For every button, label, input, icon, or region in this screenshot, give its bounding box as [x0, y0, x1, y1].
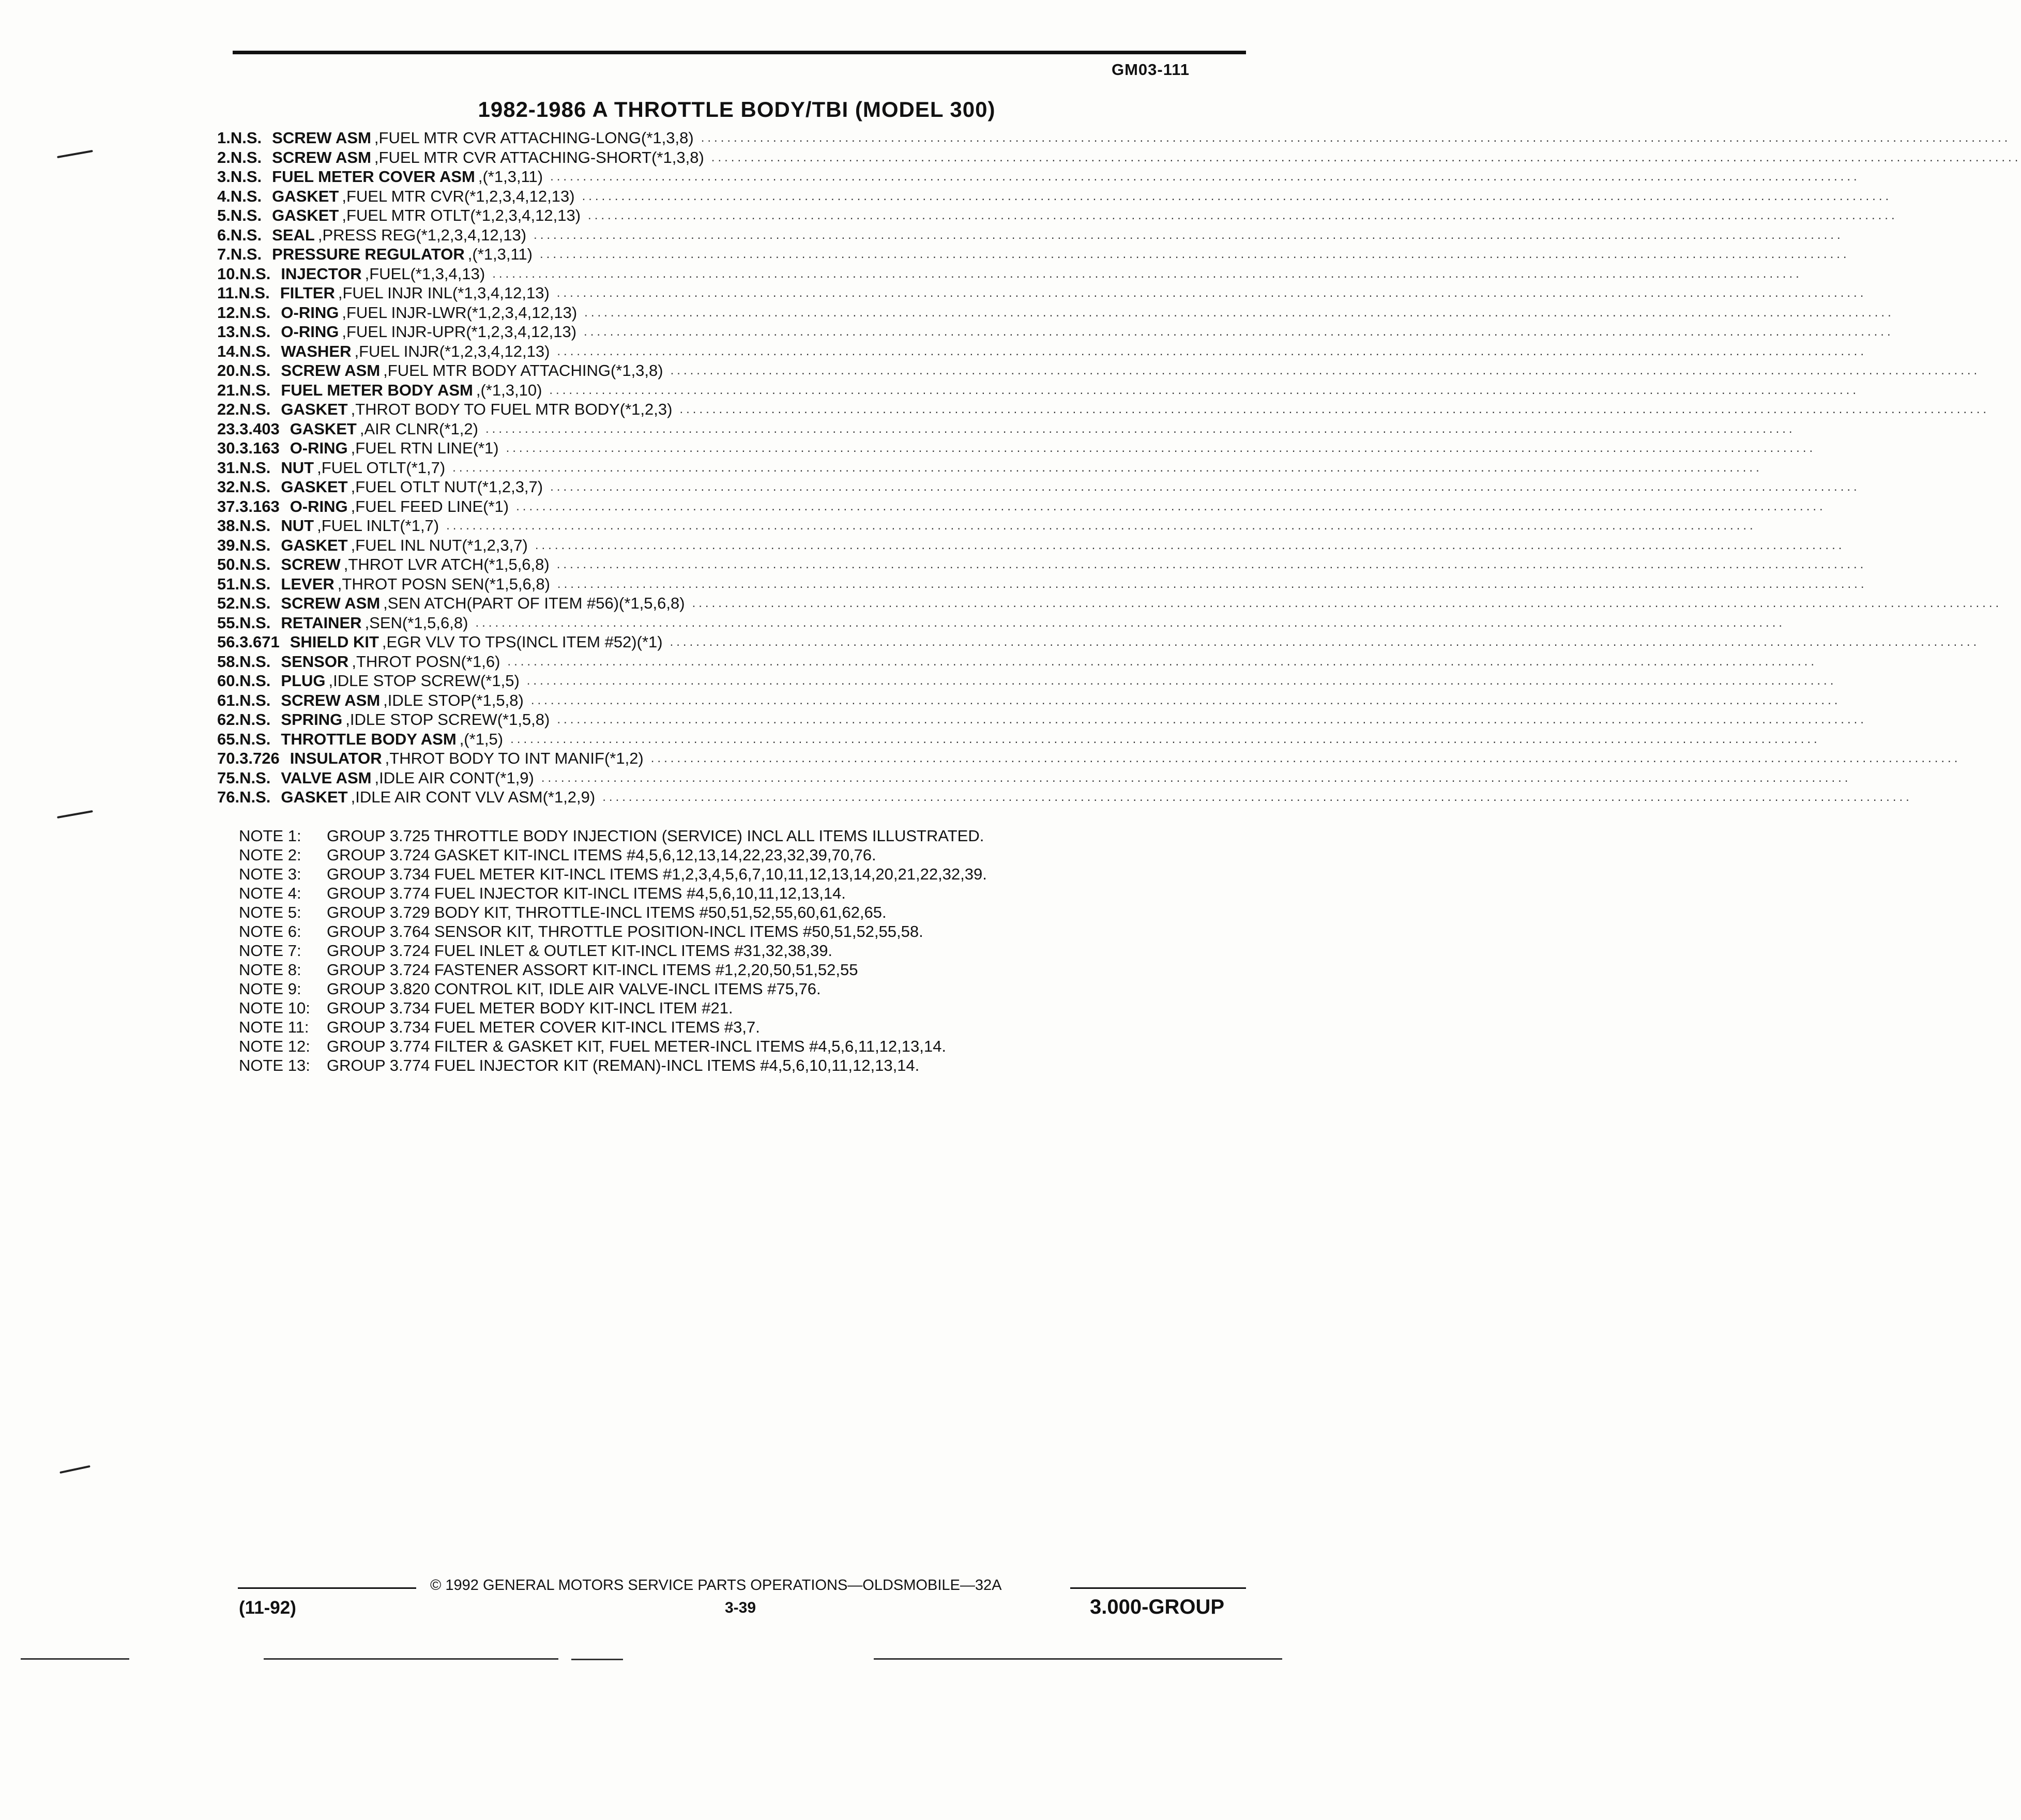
part-number: 22.	[217, 400, 240, 419]
dot-leader: ........................................................................................................................................................................................................	[701, 131, 2011, 145]
part-number: 6.	[217, 225, 231, 244]
part-name: VALVE ASM	[281, 768, 372, 787]
part-row	[217, 594, 2002, 613]
note-row	[239, 903, 1221, 922]
part-group: N.S.	[230, 245, 262, 264]
part-description: ,IDLE STOP SCREW(*1,5)	[328, 672, 520, 690]
part-row	[217, 768, 1851, 788]
scan-line	[571, 1659, 623, 1660]
part-group: N.S.	[239, 730, 271, 748]
part-name: LEVER	[281, 574, 335, 593]
part-name: NUT	[281, 458, 314, 477]
part-row	[217, 283, 1867, 303]
part-description: ,THROT BODY TO INT MANIF(*1,2)	[385, 749, 644, 768]
part-row	[217, 730, 1820, 749]
dot-leader: ........................................................................................................................................................................................................	[550, 170, 1860, 184]
part-description: ,SEN ATCH(PART OF ITEM #56)(*1,5,6,8)	[383, 594, 685, 613]
part-name: SCREW ASM	[272, 148, 371, 166]
dot-leader: ........................................................................................................................................................................................................	[492, 266, 1802, 281]
dot-leader: ........................................................................................................................................................................................................	[588, 208, 1898, 223]
part-number: 50.	[217, 555, 240, 574]
part-group: N.S.	[239, 574, 271, 593]
dot-leader: ........................................................................................................................................................................................................	[557, 712, 1867, 727]
note-label: NOTE 11:	[239, 1018, 309, 1036]
note-text: GROUP 3.725 THROTTLE BODY INJECTION (SERVICE) INCL ALL ITEMS ILLUSTRATED.	[327, 826, 984, 845]
part-row	[217, 400, 1990, 419]
dot-leader: ........................................................................................................................................................................................................	[535, 538, 1845, 552]
part-group: N.S.	[239, 788, 271, 807]
part-group: N.S.	[239, 691, 271, 709]
part-number: 65.	[217, 730, 240, 748]
part-number: 1.	[217, 129, 231, 147]
dot-leader: ........................................................................................................................................................................................................	[557, 344, 1867, 358]
part-row	[217, 691, 1841, 710]
note-label: NOTE 8:	[239, 960, 301, 979]
part-name: O-RING	[281, 303, 339, 322]
note-row	[239, 826, 1221, 845]
part-description: ,FUEL INJR-LWR(*1,2,3,4,12,13)	[342, 303, 578, 322]
part-number: 39.	[217, 536, 240, 554]
note-label: NOTE 2:	[239, 845, 301, 864]
part-row	[217, 148, 2021, 168]
part-group: N.S.	[239, 323, 271, 341]
part-description: ,(*1,5)	[459, 730, 504, 748]
part-row	[217, 167, 1860, 187]
note-text: GROUP 3.724 FASTENER ASSORT KIT-INCL ITEMS #1,2,20,50,51,52,55	[327, 960, 858, 979]
part-description: ,(*1,3,11)	[467, 245, 533, 264]
part-name: SPRING	[281, 710, 343, 729]
part-group: N.S.	[239, 710, 271, 729]
dot-leader: ........................................................................................................................................................................................................	[692, 596, 2002, 611]
part-description: ,AIR CLNR(*1,2)	[359, 419, 478, 438]
part-number: 61.	[217, 691, 240, 709]
part-group: N.S.	[239, 613, 271, 632]
note-row	[239, 1018, 1221, 1037]
part-row	[217, 536, 1845, 555]
part-group: N.S.	[230, 129, 262, 147]
dot-leader: ........................................................................................................................................................................................................	[711, 150, 2021, 164]
scan-line	[874, 1658, 1282, 1660]
part-description: ,FUEL INJR(*1,2,3,4,12,13)	[354, 342, 550, 360]
note-row	[239, 941, 1221, 960]
part-name: FILTER	[280, 284, 335, 302]
note-row	[239, 922, 1221, 941]
part-group: N.S.	[239, 400, 271, 419]
part-group: 3.163	[239, 497, 280, 515]
part-description: ,FUEL OTLT(*1,7)	[317, 458, 446, 477]
part-row	[217, 303, 1894, 323]
part-number: 2.	[217, 148, 231, 166]
note-label: NOTE 3:	[239, 865, 301, 883]
footer-rule-right	[1070, 1587, 1246, 1589]
note-label: NOTE 4:	[239, 884, 301, 902]
part-description: ,FUEL MTR CVR ATTACHING-SHORT(*1,3,8)	[374, 148, 704, 166]
margin-mark	[57, 810, 93, 818]
dot-leader: ........................................................................................................................................................................................................	[452, 460, 1762, 475]
note-text: GROUP 3.774 FUEL INJECTOR KIT-INCL ITEMS #4,5,6,10,11,12,13,14.	[327, 884, 846, 902]
notes-list	[239, 826, 1221, 1075]
part-number: 13.	[217, 323, 240, 341]
part-description: ,EGR VLV TO TPS(INCL ITEM #52)(*1)	[382, 633, 663, 651]
note-label: NOTE 1:	[239, 826, 301, 845]
note-row	[239, 865, 1221, 884]
footer-date: (11-92)	[239, 1598, 296, 1618]
note-text: GROUP 3.729 BODY KIT, THROTTLE-INCL ITEMS #50,51,52,55,60,61,62,65.	[327, 903, 887, 921]
part-row	[217, 749, 1961, 768]
part-group: N.S.	[239, 652, 271, 671]
part-row	[217, 574, 1867, 594]
part-description: ,FUEL(*1,3,4,13)	[364, 264, 485, 283]
part-description: ,SEN(*1,5,6,8)	[364, 613, 468, 632]
part-row	[217, 128, 2011, 148]
part-number: 4.	[217, 187, 231, 205]
part-number: 3.	[217, 168, 231, 186]
dot-leader: ........................................................................................................................................................................................................	[670, 635, 1980, 649]
part-description: ,PRESS REG(*1,2,3,4,12,13)	[317, 225, 527, 244]
note-text: GROUP 3.774 FUEL INJECTOR KIT (REMAN)-INCL ITEMS #4,5,6,10,11,12,13,14.	[327, 1056, 920, 1074]
dot-leader: ........................................................................................................................................................................................................	[679, 402, 1990, 417]
part-row	[217, 245, 1850, 264]
part-row	[217, 419, 1796, 439]
part-number: 30.	[217, 439, 240, 458]
part-name: SCREW	[281, 555, 341, 574]
part-description: ,FUEL INJR INL(*1,3,4,12,13)	[338, 284, 550, 302]
scan-line	[264, 1658, 558, 1660]
note-row	[239, 998, 1221, 1018]
parts-list	[217, 128, 2021, 807]
footer-group: 3.000-GROUP	[1090, 1596, 1225, 1618]
part-number: 52.	[217, 594, 240, 613]
part-row	[217, 264, 1802, 284]
note-label: NOTE 6:	[239, 922, 301, 941]
footer-page-number: 3-39	[725, 1599, 756, 1616]
part-group: 3.671	[239, 633, 280, 651]
part-group: N.S.	[239, 594, 271, 613]
part-description: ,IDLE STOP(*1,5,8)	[383, 691, 524, 709]
part-row	[217, 187, 1892, 206]
part-number: 21.	[217, 381, 240, 399]
footer-rule-left	[238, 1587, 416, 1589]
dot-leader: ........................................................................................................................................................................................................	[549, 383, 1859, 397]
note-row	[239, 960, 1221, 979]
dot-leader: ........................................................................................................................................................................................................	[557, 577, 1867, 591]
part-number: 11.	[217, 284, 239, 302]
part-number: 12.	[217, 303, 240, 322]
part-row	[217, 477, 1860, 497]
scan-line	[21, 1658, 129, 1660]
note-text: GROUP 3.724 FUEL INLET & OUTLET KIT-INCL ITEMS #31,32,38,39.	[327, 941, 833, 960]
part-row	[217, 516, 1756, 536]
note-text: GROUP 3.724 GASKET KIT-INCL ITEMS #4,5,6,12,13,14,22,23,32,39,70,76.	[327, 845, 876, 864]
part-group: N.S.	[239, 555, 271, 574]
part-number: 60.	[217, 672, 240, 690]
part-row	[217, 671, 1837, 691]
part-row	[217, 787, 1912, 807]
part-name: GASKET	[281, 400, 348, 419]
part-name: SCREW ASM	[281, 361, 381, 380]
note-row	[239, 1037, 1221, 1056]
part-name: INJECTOR	[281, 264, 362, 283]
part-name: FUEL METER BODY ASM	[281, 381, 473, 399]
footer-copyright: © 1992 GENERAL MOTORS SERVICE PARTS OPERATIONS—OLDSMOBILE—32A	[430, 1577, 1002, 1594]
dot-leader: ........................................................................................................................................................................................................	[475, 615, 1786, 630]
part-description: ,(*1,3,11)	[478, 168, 543, 186]
part-description: ,FUEL MTR BODY ATTACHING(*1,3,8)	[383, 361, 663, 380]
part-name: GASKET	[272, 187, 339, 205]
part-name: SENSOR	[281, 652, 349, 671]
part-row	[217, 342, 1867, 361]
part-row	[217, 206, 1898, 225]
header-rule	[233, 51, 1246, 54]
part-description: ,FUEL OTLT NUT(*1,2,3,7)	[351, 478, 543, 496]
part-description: ,THROT LVR ATCH(*1,5,6,8)	[343, 555, 550, 574]
part-description: ,FUEL INLT(*1,7)	[317, 517, 439, 535]
note-label: NOTE 12:	[239, 1037, 310, 1055]
part-description: ,IDLE AIR CONT(*1,9)	[374, 768, 534, 787]
part-name: O-RING	[290, 497, 348, 515]
part-group: N.S.	[238, 284, 270, 302]
note-text: GROUP 3.734 FUEL METER KIT-INCL ITEMS #1,2,3,4,5,6,7,10,11,12,13,14,20,21,22,32,39.	[327, 865, 987, 883]
part-group: N.S.	[239, 381, 271, 399]
note-text: GROUP 3.774 FILTER & GASKET KIT, FUEL METER-INCL ITEMS #4,5,6,11,12,13,14.	[327, 1037, 946, 1055]
part-group: N.S.	[230, 225, 262, 244]
part-description: ,(*1,3,10)	[476, 381, 542, 399]
dot-leader: ........................................................................................................................................................................................................	[526, 674, 1837, 688]
part-row	[217, 322, 1894, 342]
part-description: ,FUEL MTR CVR ATTACHING-LONG(*1,3,8)	[374, 129, 694, 147]
note-row	[239, 979, 1221, 998]
dot-leader: ........................................................................................................................................................................................................	[506, 441, 1816, 456]
note-label: NOTE 10:	[239, 998, 310, 1017]
note-label: NOTE 5:	[239, 903, 301, 921]
part-name: THROTTLE BODY ASM	[281, 730, 457, 748]
note-label: NOTE 7:	[239, 941, 301, 960]
part-group: N.S.	[239, 458, 271, 477]
part-name: NUT	[281, 517, 314, 535]
dot-leader: ........................................................................................................................................................................................................	[540, 247, 1850, 262]
part-name: SEAL	[272, 225, 315, 244]
part-number: 7.	[217, 245, 231, 264]
part-number: 58.	[217, 652, 240, 671]
part-name: FUEL METER COVER ASM	[272, 168, 475, 186]
part-number: 31.	[217, 458, 240, 477]
part-row	[217, 361, 1981, 381]
dot-leader: ........................................................................................................................................................................................................	[584, 325, 1894, 339]
part-description: ,FUEL MTR CVR(*1,2,3,4,12,13)	[342, 187, 575, 205]
part-group: N.S.	[239, 768, 271, 787]
dot-leader: ........................................................................................................................................................................................................	[510, 732, 1820, 746]
dot-leader: ........................................................................................................................................................................................................	[584, 305, 1894, 320]
part-description: ,FUEL INJR-UPR(*1,2,3,4,12,13)	[342, 323, 577, 341]
margin-mark	[59, 1465, 90, 1474]
part-group: N.S.	[239, 303, 271, 322]
note-label: NOTE 9:	[239, 979, 301, 998]
part-description: ,IDLE STOP SCREW(*1,5,8)	[345, 710, 550, 729]
dot-leader: ........................................................................................................................................................................................................	[541, 770, 1851, 785]
part-group: N.S.	[239, 361, 271, 380]
part-name: O-RING	[290, 439, 348, 458]
dot-leader: ........................................................................................................................................................................................................	[485, 421, 1796, 436]
part-description: ,THROT POSN SEN(*1,5,6,8)	[337, 574, 550, 593]
part-row	[217, 458, 1762, 478]
part-row	[217, 497, 1826, 517]
dot-leader: ........................................................................................................................................................................................................	[530, 693, 1841, 707]
part-row	[217, 710, 1867, 730]
dot-leader: ........................................................................................................................................................................................................	[556, 286, 1867, 300]
part-group: 3.726	[239, 749, 280, 768]
part-number: 56.	[217, 633, 240, 651]
part-name: GASKET	[272, 206, 339, 225]
dot-leader: ........................................................................................................................................................................................................	[507, 654, 1818, 669]
dot-leader: ........................................................................................................................................................................................................	[650, 751, 1961, 766]
part-number: 5.	[217, 206, 231, 225]
part-group: N.S.	[239, 342, 271, 360]
page-title: 1982-1986 A THROTTLE BODY/TBI (MODEL 300)	[478, 97, 996, 122]
part-name: GASKET	[290, 419, 357, 438]
part-description: ,FUEL INL NUT(*1,2,3,7)	[351, 536, 528, 554]
part-name: GASKET	[281, 788, 348, 807]
dot-leader: ........................................................................................................................................................................................................	[556, 557, 1867, 572]
part-group: N.S.	[230, 168, 262, 186]
part-number: 55.	[217, 613, 240, 632]
part-name: WASHER	[281, 342, 352, 360]
part-name: SCREW ASM	[272, 129, 371, 147]
part-row	[217, 632, 1980, 652]
part-number: 51.	[217, 574, 240, 593]
part-number: 20.	[217, 361, 240, 380]
part-name: PLUG	[281, 672, 326, 690]
part-name: SHIELD KIT	[290, 633, 379, 651]
part-number: 75.	[217, 768, 240, 787]
part-description: ,FUEL RTN LINE(*1)	[351, 439, 499, 458]
part-number: 32.	[217, 478, 240, 496]
part-description: ,FUEL MTR OTLT(*1,2,3,4,12,13)	[342, 206, 581, 225]
part-number: 62.	[217, 710, 240, 729]
part-name: SCREW ASM	[281, 691, 381, 709]
note-row	[239, 884, 1221, 903]
part-group: N.S.	[239, 517, 271, 535]
part-group: N.S.	[239, 672, 271, 690]
part-row	[217, 555, 1867, 574]
note-row	[239, 1056, 1221, 1075]
part-name: PRESSURE REGULATOR	[272, 245, 465, 264]
part-name: GASKET	[281, 536, 348, 554]
dot-leader: ........................................................................................................................................................................................................	[582, 189, 1892, 203]
part-group: N.S.	[239, 264, 271, 283]
part-name: INSULATOR	[290, 749, 382, 768]
part-group: N.S.	[230, 187, 262, 205]
part-number: 76.	[217, 788, 240, 807]
part-description: ,FUEL FEED LINE(*1)	[351, 497, 509, 515]
part-name: O-RING	[281, 323, 339, 341]
dot-leader: ........................................................................................................................................................................................................	[550, 480, 1860, 494]
dot-leader: ........................................................................................................................................................................................................	[446, 519, 1756, 533]
note-text: GROUP 3.734 FUEL METER BODY KIT-INCL ITEM #21.	[327, 998, 733, 1017]
doc-code: GM03-111	[1112, 60, 1190, 79]
note-row	[239, 845, 1221, 865]
part-row	[217, 613, 1786, 633]
part-number: 37.	[217, 497, 240, 515]
part-description: ,IDLE AIR CONT VLV ASM(*1,2,9)	[351, 788, 596, 807]
part-name: RETAINER	[281, 613, 362, 632]
part-row	[217, 225, 1844, 245]
note-text: GROUP 3.734 FUEL METER COVER KIT-INCL ITEMS #3,7.	[327, 1018, 760, 1036]
part-group: N.S.	[239, 536, 271, 554]
part-number: 38.	[217, 517, 240, 535]
note-text: GROUP 3.764 SENSOR KIT, THROTTLE POSITION-INCL ITEMS #50,51,52,55,58.	[327, 922, 923, 941]
dot-leader: ........................................................................................................................................................................................................	[516, 499, 1826, 513]
part-group: 3.163	[239, 439, 280, 458]
dot-leader: ........................................................................................................................................................................................................	[534, 228, 1844, 242]
margin-mark	[57, 150, 93, 158]
part-group: 3.403	[239, 419, 280, 438]
note-text: GROUP 3.820 CONTROL KIT, IDLE AIR VALVE-INCL ITEMS #75,76.	[327, 979, 821, 998]
part-row	[217, 652, 1818, 672]
part-description: ,THROT POSN(*1,6)	[352, 652, 500, 671]
dot-leader: ........................................................................................................................................................................................................	[602, 790, 1912, 805]
part-row	[217, 438, 1816, 458]
part-group: N.S.	[230, 148, 262, 166]
part-description: ,THROT BODY TO FUEL MTR BODY(*1,2,3)	[351, 400, 673, 419]
part-number: 10.	[217, 264, 240, 283]
part-row	[217, 381, 1859, 400]
part-number: 23.	[217, 419, 240, 438]
part-group: N.S.	[230, 206, 262, 225]
dot-leader: ........................................................................................................................................................................................................	[670, 363, 1981, 378]
part-name: SCREW ASM	[281, 594, 381, 613]
part-group: N.S.	[239, 478, 271, 496]
part-number: 70.	[217, 749, 240, 768]
part-name: GASKET	[281, 478, 348, 496]
note-label: NOTE 13:	[239, 1056, 310, 1074]
part-number: 14.	[217, 342, 240, 360]
